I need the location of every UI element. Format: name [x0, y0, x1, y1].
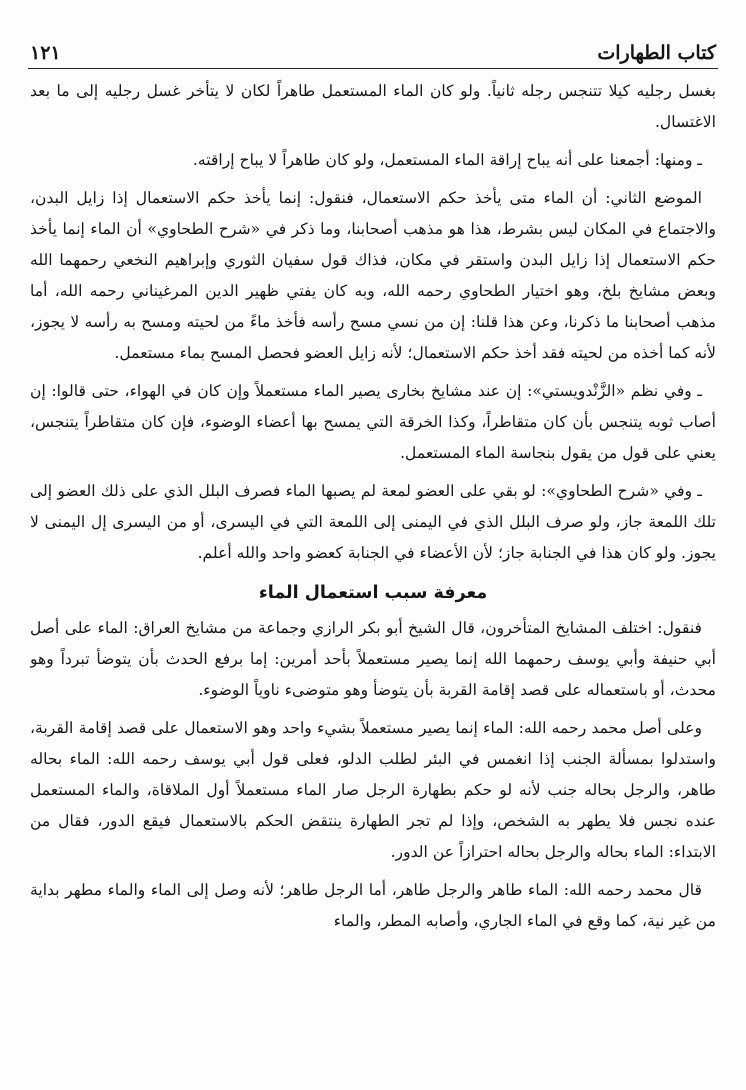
- section-heading: معرفة سبب استعمال الماء: [258, 583, 488, 603]
- header-rule: [28, 68, 718, 69]
- paragraph-4: ـ وفي نظم «الزَّنْدويستي»: إن عند مشايخ بخارى يصير الماء مستعملاً وإن كان في الهواء، حتى قالوا: إن أصاب ثوبه يتنجس بأن كان متقاطراً، وكذا الخرقة التي يمسح بها أعضاء الوضوء، فإن كان متقاطراً يتنجس، يعني على قول من يقول بنجاسة الماء المستعمل.: [30, 382, 716, 462]
- page-number: ١٢١: [30, 42, 61, 64]
- paragraph-3: الموضع الثاني: أن الماء متى يأخذ حكم الاستعمال، فنقول: إنما يأخذ حكم الاستعمال إذا زايل البدن، والاجتماع في المكان ليس بشرط، هذا هو مذهب أصحابنا، وما ذكر في «شرح الطحاوي» أن الماء إنما يأخذ حكم الاستعمال إذا زايل البدن واستقر في مكان، فذاك قول سفيان الثوري وإبراهيم النخعي رحمهما الله وبعض مشايخ بلخ، وهو اختيار الطحاوي رحمه الله، وبه كان يفتي ظهير الدين المرغيناني رحمه الله، أما مذهب أصحابنا ما ذكرنا، وعن هذا قلنا: إن من نسي مسح رأسه فأخذ ماءً من لحيته ومسح به رأسه لا يجوز، لأنه كما أخذه من لحيته فقد أخذ حكم الاستعمال؛ لأنه زايل العضو فحصل المسح بماء مستعمل.: [30, 189, 716, 362]
- section-paragraph-2: وعلى أصل محمد رحمه الله: الماء إنما يصير مستعملاً بشيء واحد وهو الاستعمال على قصد إقامة القربة، واستدلوا بمسألة الجنب إذا انغمس في البئر لطلب الدلو، فعلى قول أبي يوسف رحمه الله: الماء بحاله طاهر، والرجل بحاله جنب لأنه لو حكم بطهارة الرجل صار الماء مستعملاً أول الملاقاة، والماء المستعمل عنده نجس فلا يطهر به الشخص، وإذا لم تجر الطهارة ينتقض الحكم بالاستعمال فيقع الدور، فقال من الابتداء: الماء بحاله والرجل بحاله احترازاً عن الدور.: [30, 719, 716, 861]
- paragraph-2: ـ ومنها: أجمعنا على أنه يباح إراقة الماء المستعمل، ولو كان طاهراً لا يباح إراقته.: [192, 151, 702, 169]
- paragraph-5: ـ وفي «شرح الطحاوي»: لو بقي على العضو لمعة لم يصبها الماء فصرف البلل الذي على ذلك العضو إلى تلك اللمعة جاز، ولو صرف البلل الذي في اليمنى إلى اللمعة التي في اليسرى، أو من اليسرى إل اليمنى لا يجوز. ولو كان هذا في الجنابة جاز؛ لأن الأعضاء في الجنابة كعضو واحد والله أعلم.: [30, 482, 716, 562]
- paragraph-1: بغسل رجليه كيلا تتنجس رجله ثانياً. ولو كان الماء المستعمل طاهراً لكان لا يتأخر غسل رجليه إلى ما بعد الاغتسال.: [30, 82, 716, 131]
- page-body: [30, 76, 716, 1084]
- page-header: [30, 30, 716, 64]
- running-title: كتاب الطهارات: [597, 42, 716, 64]
- section-paragraph-1: فنقول: اختلف المشايخ المتأخرون، قال الشيخ أبو بكر الرازي وجماعة من مشايخ العراق: الماء على أصل أبي حنيفة وأبي يوسف رحمهما الله إنما يصير مستعملاً بأحد أمرين: إما برفع الحدث بأن يتوضأ تبرداً وهو محدث، أو باستعماله على قصد إقامة القربة بأن يتوضأ وهو متوضىء ناوياً الوضوء.: [30, 619, 716, 699]
- section-paragraph-3: قال محمد رحمه الله: الماء طاهر والرجل طاهر، أما الرجل طاهر؛ لأنه وصل إلى الماء والماء مطهر بداية من غير نية، كما وقع في الماء الجاري، وأصابه المطر، والماء: [30, 881, 716, 930]
